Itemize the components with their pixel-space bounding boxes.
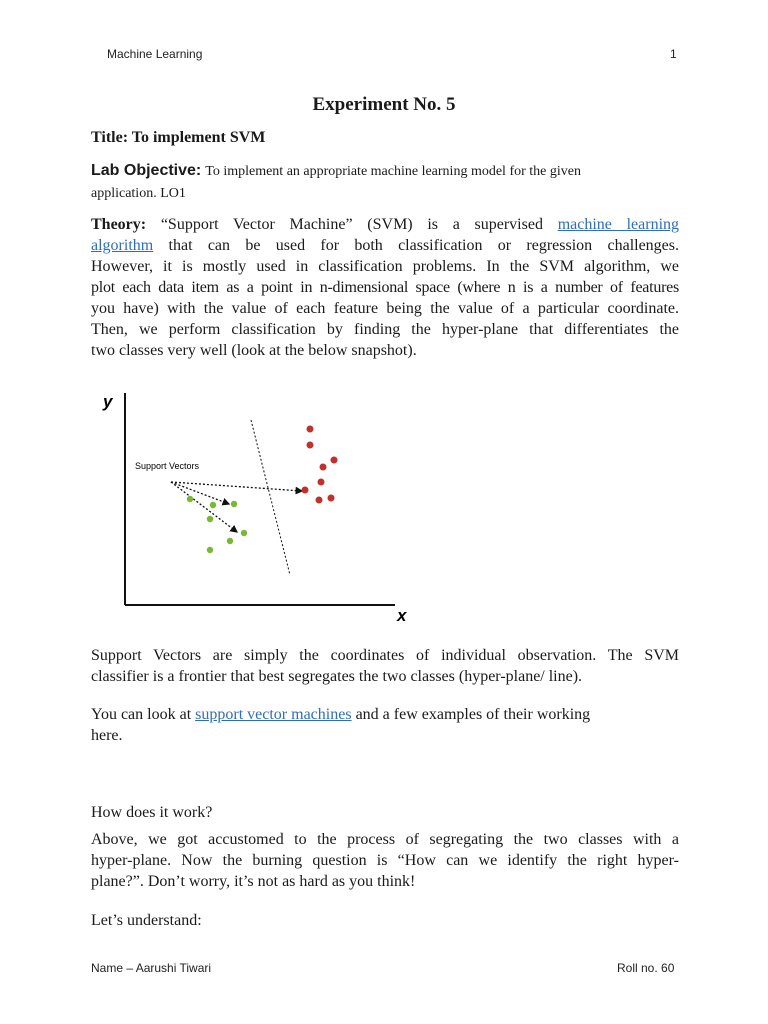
sv-line-2: classifier is a frontier that best segregates the two classes (hyper-plane/ line). <box>91 668 583 685</box>
lets-understand: Let’s understand: <box>91 912 202 929</box>
look-line-1 <box>91 704 590 725</box>
footer-roll: Roll no. 60 <box>617 961 675 975</box>
red-point <box>316 497 323 504</box>
green-point <box>241 530 247 536</box>
machine-learning-link[interactable]: machine learning <box>557 216 680 233</box>
look-prefix: You can look at <box>91 706 192 723</box>
lab-objective-text: To implement an appropriate machine learning model for the given <box>205 164 581 179</box>
lab-objective <box>91 162 581 180</box>
red-point <box>320 464 327 471</box>
green-point <box>207 516 213 522</box>
arrow-to-green-2 <box>171 482 237 532</box>
svm-figure <box>95 385 425 630</box>
section-title: Title: To implement SVM <box>91 129 266 146</box>
above-line-3: plane?”. Don’t worry, it’s not as hard as you think! <box>91 873 416 890</box>
red-point <box>302 487 309 494</box>
footer-name: Name – Aarushi Tiwari <box>91 961 212 975</box>
theory-line-1 <box>91 214 679 235</box>
red-point <box>328 495 335 502</box>
red-point <box>318 479 325 486</box>
theory-line-6: Then, we perform classification by finding the hyper-plane that differentiates the <box>91 321 679 338</box>
x-axis-label: x <box>397 606 407 625</box>
theory-line-2 <box>91 235 679 256</box>
green-point <box>207 547 213 553</box>
green-point <box>210 502 216 508</box>
theory-line-4: plot each data item as a point in n-dimensional space (where n is a number of features <box>91 279 679 296</box>
theory-label: Theory: <box>91 216 147 233</box>
red-point <box>307 442 314 449</box>
above-line-2: hyper-plane. Now the burning question is “How can we identify the right hyper- <box>91 852 679 869</box>
algorithm-link[interactable]: algorithm <box>91 237 154 254</box>
green-point <box>227 538 233 544</box>
support-vectors-paragraph <box>91 645 679 687</box>
look-suffix: and a few examples of their working <box>355 706 591 723</box>
theory-paragraph <box>91 214 679 361</box>
support-vectors-annotation: Support Vectors <box>135 461 200 471</box>
green-point <box>187 496 193 502</box>
green-point <box>231 501 237 507</box>
look-paragraph <box>91 704 590 746</box>
hyperplane-line <box>251 420 290 575</box>
sv-line-1: Support Vectors are simply the coordinates of individual observation. The SVM <box>91 647 679 664</box>
y-axis-label: y <box>103 392 113 411</box>
header-title: Machine Learning <box>107 47 203 61</box>
page-title: Experiment No. 5 <box>312 94 456 115</box>
red-point <box>331 457 338 464</box>
theory-line-3: However, it is mostly used in classification problems. In the SVM algorithm, we <box>91 258 679 275</box>
theory-line-7: two classes very well (look at the below snapshot). <box>91 342 417 359</box>
theory-line-1-text: “Support Vector Machine” (SVM) is a supervised <box>160 216 543 233</box>
look-line-2: here. <box>91 727 123 744</box>
above-paragraph <box>91 829 679 892</box>
page-number: 1 <box>670 47 677 61</box>
theory-line-5: you have) with the value of each feature being the value of a particular coordinate. <box>91 300 679 317</box>
theory-line-2-text: that can be used for both classification or regression challenges. <box>168 237 680 254</box>
svm-link[interactable]: support vector machines <box>195 706 352 723</box>
lab-objective-label: Lab Objective: <box>91 162 202 179</box>
red-point <box>307 426 314 433</box>
above-line-1: Above, we got accustomed to the process of segregating the two classes with a <box>91 831 679 848</box>
how-heading: How does it work? <box>91 804 213 821</box>
lab-objective-text-2: application. LO1 <box>91 186 186 201</box>
